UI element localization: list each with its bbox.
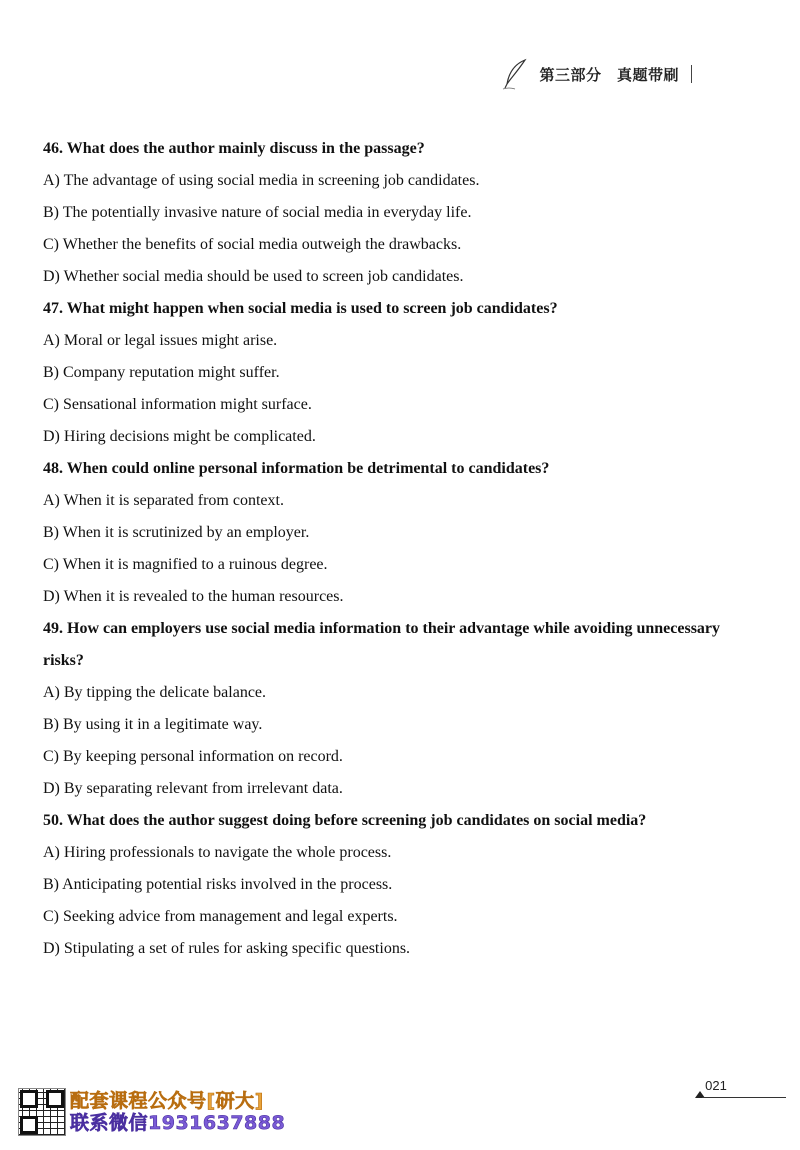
option-c: C) Sensational information might surface. — [43, 396, 312, 413]
question-title: 47. What might happen when social media is used to screen job candidates? — [43, 300, 558, 317]
question-48 — [43, 453, 733, 613]
option-b: B) Anticipating potential risks involved in the process. — [43, 876, 393, 893]
question-50 — [43, 805, 733, 965]
option-d: D) When it is revealed to the human resources. — [43, 588, 344, 605]
option-a: A) The advantage of using social media in screening job candidates. — [43, 172, 480, 189]
option-a: A) By tipping the delicate balance. — [43, 684, 267, 701]
option-b: B) When it is scrutinized by an employer. — [43, 524, 310, 541]
option-d: D) Hiring decisions might be complicated. — [43, 428, 316, 445]
question-title: 49. How can employers use social media information to their advantage while avoiding unnecessary risks? — [43, 620, 721, 669]
quill-pen-icon — [501, 58, 529, 90]
option-d: D) Stipulating a set of rules for asking specific questions. — [43, 940, 411, 957]
option-b: B) By using it in a legitimate way. — [43, 716, 263, 733]
question-title: 46. What does the author mainly discuss in the passage? — [43, 140, 425, 157]
option-c: C) Seeking advice from management and legal experts. — [43, 908, 398, 925]
section-label: 第三部分 真题带刷 — [539, 65, 679, 84]
option-b: B) Company reputation might suffer. — [43, 364, 280, 381]
header-divider — [691, 65, 692, 83]
watermark — [18, 1088, 285, 1136]
question-47 — [43, 293, 733, 453]
option-d: D) Whether social media should be used to screen job candidates. — [43, 268, 464, 285]
question-46 — [43, 133, 733, 293]
question-list — [43, 133, 733, 965]
question-title: 50. What does the author suggest doing before screening job candidates on social media? — [43, 812, 647, 829]
option-a: A) When it is separated from context. — [43, 492, 284, 509]
watermark-line-1: 配套课程公众号[研大] — [70, 1090, 264, 1112]
question-49 — [43, 613, 733, 805]
watermark-line-2: 联系微信1931637888 — [70, 1112, 286, 1134]
option-a: A) Moral or legal issues might arise. — [43, 332, 278, 349]
option-b: B) The potentially invasive nature of social media in everyday life. — [43, 204, 472, 221]
option-c: C) Whether the benefits of social media outweigh the drawbacks. — [43, 236, 462, 253]
option-a: A) Hiring professionals to navigate the whole process. — [43, 844, 392, 861]
option-c: C) When it is magnified to a ruinous degree. — [43, 556, 328, 573]
footer-rule — [702, 1097, 786, 1098]
watermark-text — [70, 1090, 285, 1134]
page-number: 021 — [705, 1078, 727, 1093]
qr-code-icon — [18, 1088, 66, 1136]
page-header — [501, 58, 692, 90]
question-title: 48. When could online personal information be detrimental to candidates? — [43, 460, 550, 477]
option-c: C) By keeping personal information on record. — [43, 748, 343, 765]
option-d: D) By separating relevant from irrelevant data. — [43, 780, 343, 797]
